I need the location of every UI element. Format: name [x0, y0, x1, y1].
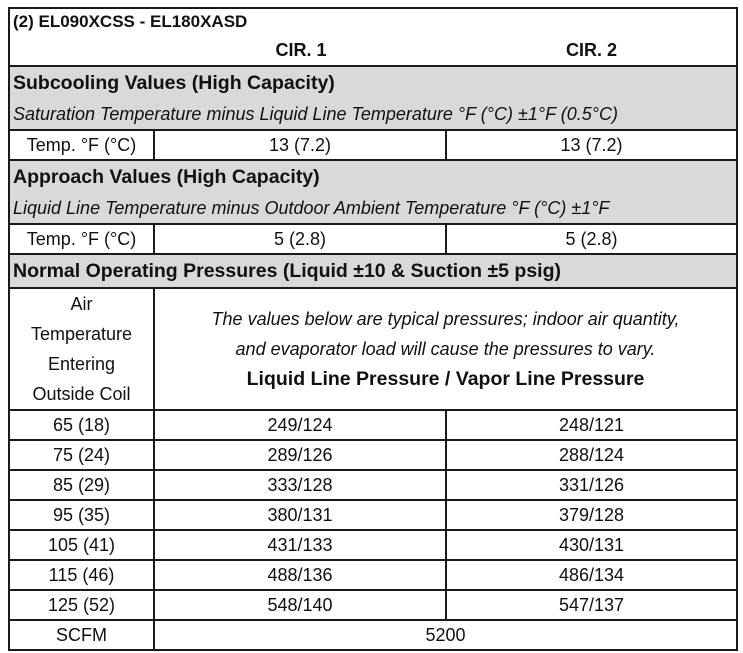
cir2-pressure: 547/137 — [558, 594, 625, 615]
circuit-header-row — [10, 35, 736, 65]
cir1-pressure: 289/126 — [155, 441, 447, 469]
note-line: and evaporator load will cause the pressures to vary. — [235, 339, 656, 359]
table-row — [10, 439, 736, 469]
scfm-row — [10, 619, 736, 649]
cir1-pressure: 333/128 — [155, 471, 447, 499]
approach-subtitle: Liquid Line Temperature minus Outdoor Ambient Temperature °F (°C) ±1°F — [13, 197, 610, 218]
subcooling-cir1-value: 13 (7.2) — [155, 131, 447, 159]
cir1-pressure: 488/136 — [155, 561, 447, 589]
cir2-pressure: 248/121 — [558, 414, 625, 435]
cir1-pressure: 548/140 — [155, 591, 447, 619]
cir1-pressure: 249/124 — [155, 411, 447, 439]
cir2-pressure: 331/126 — [558, 474, 625, 495]
title-row — [10, 9, 736, 35]
subcooling-row-label: Temp. °F (°C) — [10, 131, 155, 159]
approach-heading-row — [10, 159, 736, 193]
pressures-header-row — [10, 287, 736, 409]
table-row — [10, 469, 736, 499]
subcooling-heading: Subcooling Values (High Capacity) — [13, 71, 335, 94]
approach-cir1-value: 5 (2.8) — [155, 225, 447, 253]
air-label-line: Entering — [47, 354, 116, 374]
scfm-value: 5200 — [425, 624, 466, 645]
subcooling-cir2-value: 13 (7.2) — [560, 134, 623, 155]
air-temp-value: 65 (18) — [10, 411, 155, 439]
blank-header-cell — [10, 35, 155, 65]
scfm-label: SCFM — [10, 621, 155, 649]
table-row — [10, 559, 736, 589]
pressures-heading-row — [10, 253, 736, 287]
charging-table — [8, 7, 738, 651]
air-temp-value: 95 (35) — [10, 501, 155, 529]
table-row — [10, 499, 736, 529]
table-row — [10, 409, 736, 439]
air-temp-value: 105 (41) — [10, 531, 155, 559]
subcooling-subtitle: Saturation Temperature minus Liquid Line Temperature °F (°C) ±1°F (0.5°C) — [13, 103, 618, 124]
cir1-header: CIR. 1 — [275, 39, 327, 60]
table-row — [10, 529, 736, 559]
pressures-note — [155, 289, 736, 409]
approach-cir2-value: 5 (2.8) — [565, 228, 618, 249]
cir1-pressure: 431/133 — [155, 531, 447, 559]
approach-temp-row — [10, 223, 736, 253]
air-label-line: Air — [70, 294, 93, 314]
air-temp-value: 85 (29) — [10, 471, 155, 499]
air-label-line: Temperature — [30, 324, 133, 344]
cir2-pressure: 379/128 — [558, 504, 625, 525]
pressure-columns-label: Liquid Line Pressure / Vapor Line Pressure — [246, 368, 645, 390]
approach-heading: Approach Values (High Capacity) — [13, 165, 320, 188]
cir2-pressure: 288/124 — [558, 444, 625, 465]
air-temp-value: 75 (24) — [10, 441, 155, 469]
air-temp-value: 125 (52) — [10, 591, 155, 619]
cir1-pressure: 380/131 — [155, 501, 447, 529]
table-row — [10, 589, 736, 619]
pressures-heading: Normal Operating Pressures (Liquid ±10 & Suction ±5 psig) — [13, 259, 562, 282]
note-line: The values below are typical pressures; indoor air quantity, — [211, 309, 680, 329]
table-title: (2) EL090XCSS - EL180XASD — [13, 12, 248, 31]
air-label-line: Outside Coil — [32, 384, 131, 404]
subcooling-subtitle-row — [10, 99, 736, 129]
approach-row-label: Temp. °F (°C) — [10, 225, 155, 253]
air-temperature-label — [10, 289, 155, 409]
cir2-header: CIR. 2 — [565, 39, 617, 60]
cir2-pressure: 430/131 — [558, 534, 625, 555]
cir2-pressure: 486/134 — [558, 564, 625, 585]
subcooling-temp-row — [10, 129, 736, 159]
air-temp-value: 115 (46) — [10, 561, 155, 589]
approach-subtitle-row — [10, 193, 736, 223]
subcooling-heading-row — [10, 65, 736, 99]
